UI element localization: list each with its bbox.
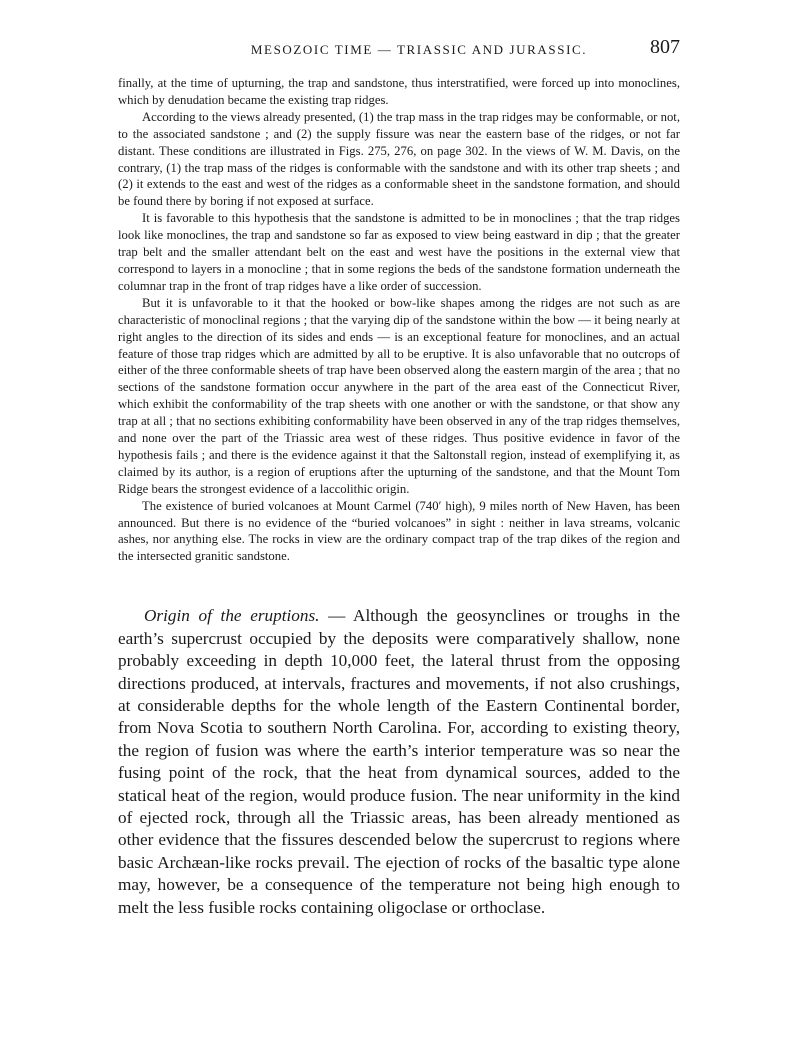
page-number: 807	[650, 36, 680, 58]
paragraph-unfavorable: But it is unfavorable to it that the hooked or bow-like shapes among the ridges are not such as are characteristic of monoclinal regions ; that the varying dip of the sandstone within the bow — it being nearly at right angles to the direction of its sides and ends — is an exceptional feature for monoclines, and an actual feature of those trap ridges which are admitted by all to be eruptive. It is also unfavorable that no outcrops of either of the three conformable sheets of trap have been observed along the eastern margin of the area ; that no sections of the sandstone formation occur anywhere in the part of the area east of the Connecticut River, which exhibit the conformability of the trap sheets with one another or with the sandstone, or that show any trap at all ; that no sections exhibiting conformability have been observed in any of the trap ridges themselves, and none over the part of the Triassic area west of these ridges. Thus positive evidence in favor of the hypothesis fails ; and there is the evidence against it that the Saltonstall region, instead of exemplifying it, as claimed by its author, is a region of eruptions after the upturning of the sandstone, and that the Mount Tom Ridge bears the strongest evidence of a laccolithic origin.	[118, 295, 680, 496]
section-body: — Although the geosynclines or troughs in the earth’s supercrust occupied by the deposits were comparatively shallow, none probably exceeding in depth 10,000 feet, the lateral thrust from the opposing directions produced, at intervals, fractures and movements, if not also crushings, at considerable depths for the whole length of the Eastern Continental border, from Nova Scotia to southern North Carolina. For, according to existing theory, the region of fusion was where the earth’s interior temperature was so near the fusing point of the rock, that the heat from dynamical sources, added to the statical heat of the region, would produce fusion. The near uniformity in the kind of ejected rock, through all the Triassic areas, has been already mentioned as other evidence that the fissures descended below the supercrust to regions where basic Archæan-like rocks prevail. The ejection of rocks of the basaltic type alone may, however, be a consequence of the temperature not being high enough to melt the less fusible rocks containing oligoclase or orthoclase.	[118, 606, 681, 917]
running-head	[118, 36, 680, 66]
running-title: MESOZOIC TIME — TRIASSIC AND JURASSIC.	[250, 42, 588, 57]
paragraph-views: According to the views already presented, (1) the trap mass in the trap ridges may be conformable, or not, to the associated sandstone ; and (2) the supply fissure was near the eastern base of the ridges, or not far distant. These conditions are illustrated in Figs. 275, 276, on page 302. In the views of W. M. Davis, on the contrary, (1) the trap mass of the ridges is conformable with the sandstone and with its other trap sheets ; and (2) it extends to the east and west of the ridges as a conformable sheet in the sandstone formation, and should be found there by boring if not exposed at surface.	[118, 109, 680, 209]
paragraph-continuation: finally, at the time of upturning, the trap and sandstone, thus interstratified, were forced up into monoclines, which by denudation became the existing trap ridges.	[118, 76, 680, 107]
paragraph-mount-carmel: The existence of buried volcanoes at Mount Carmel (740′ high), 9 miles north of New Haven, has been announced. But there is no evidence of the “buried volcanoes” in sight : neither in lava streams, volcanic ashes, nor anything else. The rocks in view are the ordinary compact trap of the trap dikes of the region and the intersected granitic sandstone.	[118, 498, 680, 564]
section-heading: Origin of the eruptions.	[144, 606, 320, 626]
section-paragraph	[118, 605, 680, 919]
small-print-block	[118, 75, 680, 565]
book-page	[118, 36, 680, 919]
section-origin-of-eruptions	[118, 605, 680, 919]
paragraph-favorable: It is favorable to this hypothesis that the sandstone is admitted to be in monoclines ; that the trap ridges look like monoclines, the trap and sandstone so far as exposed to view being eastward in dip ; that the greater trap belt and the smaller attendant belt on the east and west have the positions in the external view that correspond to layers in a monocline ; that in some regions the beds of the sandstone formation underneath the columnar trap in the front of trap ridges have a like order of succession.	[118, 211, 680, 293]
